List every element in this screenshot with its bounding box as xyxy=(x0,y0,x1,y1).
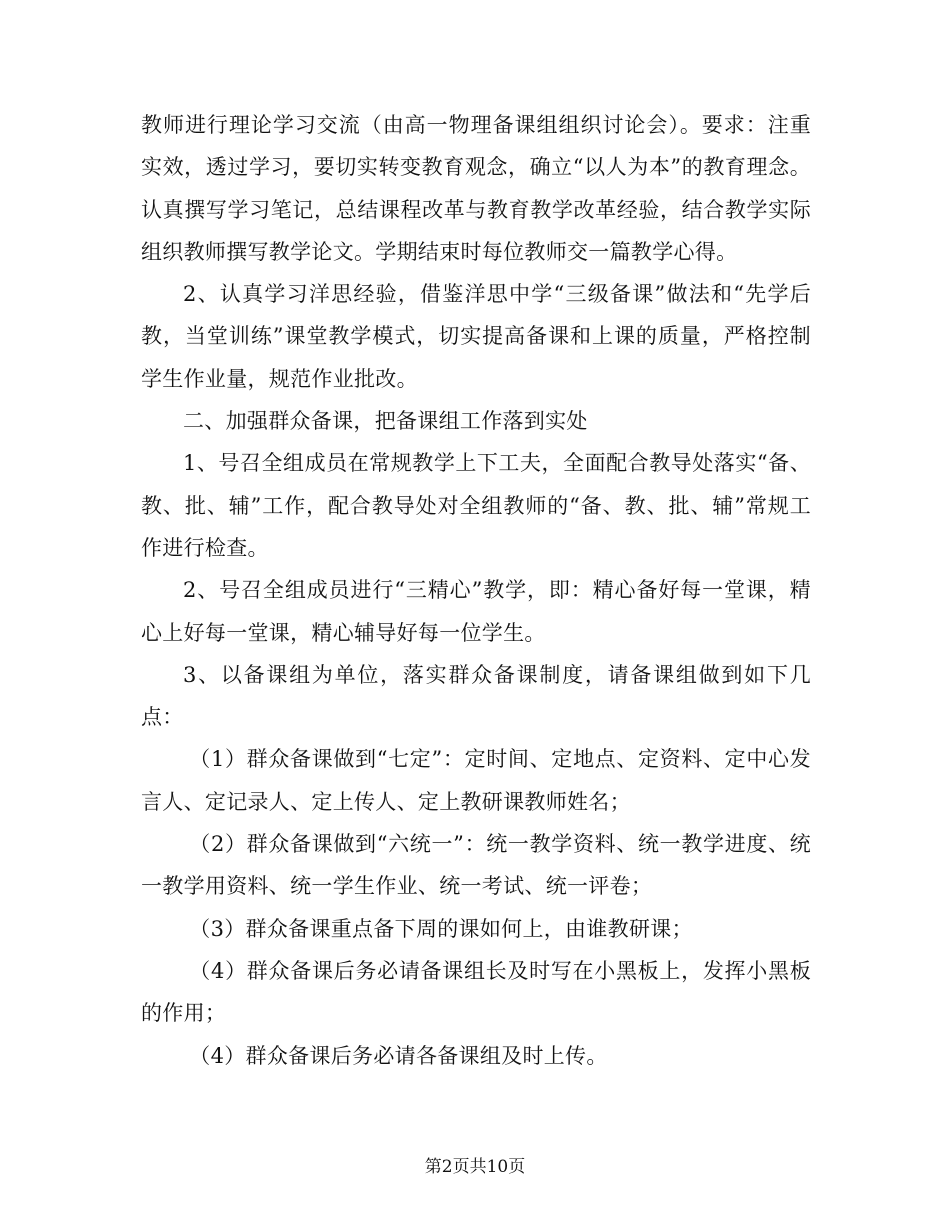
paragraph-study-yangsi: 2、认真学习洋思经验，借鉴洋思中学“三级备课”做法和“先学后教，当堂训练”课堂教学模式，切实提高备课和上课的质量，严格控制学生作业量，规范作业批改。 xyxy=(141,282,811,391)
document-body xyxy=(141,104,811,1077)
list-item-next-week: （3）群众备课重点备下周的课如何上，由谁教研课； xyxy=(189,916,693,941)
page-number-footer: 第2页共10页 xyxy=(424,1157,526,1177)
list-item-blackboard: （4）群众备课后务必请备课组长及时写在小黑板上，发挥小黑板的作用； xyxy=(141,958,811,1026)
list-item-seven-fixed: （1）群众备课做到“七定”：定时间、定地点、定资料、定中心发言人、定记录人、定上传人、定上教研课教师姓名； xyxy=(141,747,811,814)
list-item-upload: （4）群众备课后务必请各备课组及时上传。 xyxy=(189,1043,608,1068)
section-heading-group-prep: 二、加强群众备课，把备课组工作落到实处 xyxy=(183,409,588,434)
paragraph-three-careful: 2、号召全组成员进行“三精心”教学，即：精心备好每一堂课，精心上好每一堂课，精心辅导好每一位学生。 xyxy=(141,578,811,645)
list-item-six-unified: （2）群众备课做到“六统一”：统一教学资料、统一教学进度、统一教学用资料、统一学生作业、统一考试、统一评卷； xyxy=(141,832,811,899)
paragraph-group-prep-system: 3、以备课组为单位，落实群众备课制度，请备课组做到如下几点： xyxy=(141,662,811,730)
paragraph-continuation: 教师进行理论学习交流（由高一物理备课组组织讨论会）。要求：注重实效，透过学习，要切实转变教育观念，确立“以人为本”的教育理念。认真撰写学习笔记，总结课程改革与教育教学改革经验，结合教学实际组织教师撰写教学论文。学期结束时每位教师交一篇教学心得。 xyxy=(141,113,811,264)
paragraph-routine-teaching: 1、号召全组成员在常规教学上下工夫，全面配合教导处落实“备、教、批、辅”工作，配合教导处对全组教师的“备、教、批、辅”常规工作进行检查。 xyxy=(141,451,811,560)
